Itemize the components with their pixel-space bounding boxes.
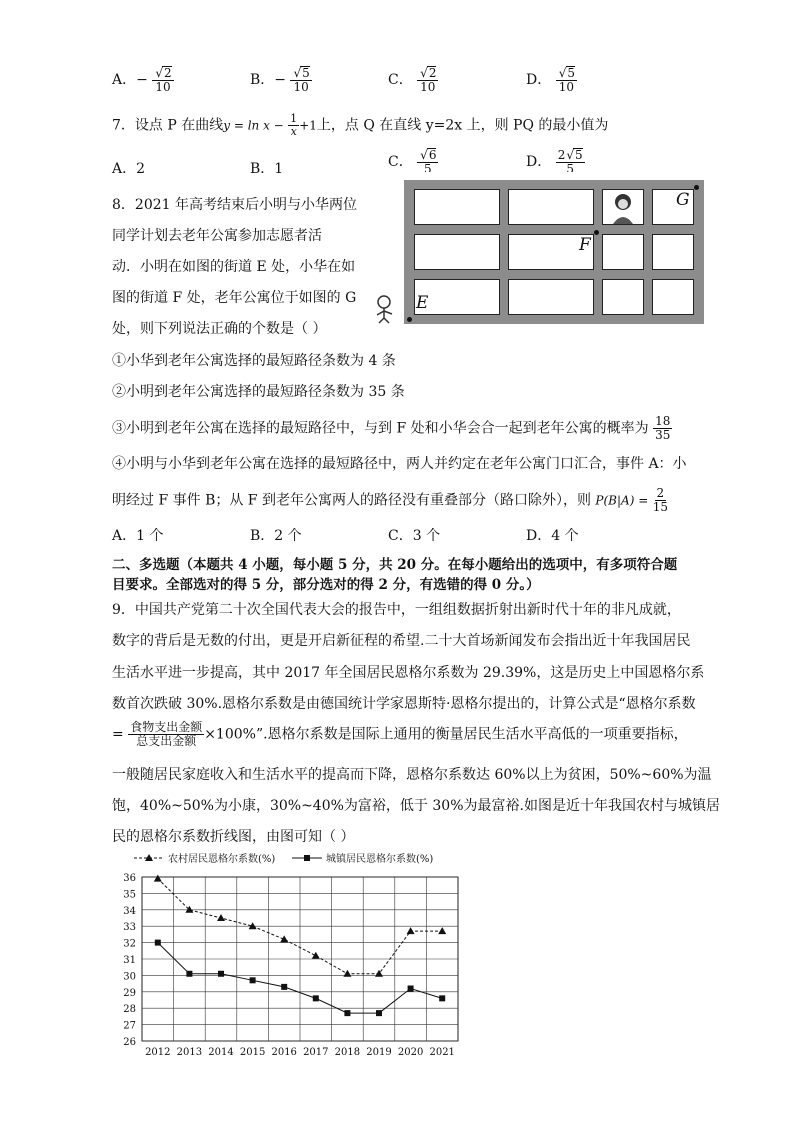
urban-data-point (439, 995, 445, 1001)
label-f: F (579, 235, 591, 255)
probability-expression: P(B|A) = (595, 493, 649, 508)
option-label: D． (526, 72, 552, 88)
rural-data-point (154, 875, 162, 882)
y-tick-label: 36 (123, 873, 136, 884)
q8-option-d: D．4 个 (526, 528, 579, 544)
urban-data-point (344, 1010, 350, 1016)
q7-stem-part2: 上，点 Q 在直线 y=2x 上，则 PQ 的最小值为 (316, 117, 609, 134)
q7-option-b: B．1 (250, 161, 284, 177)
q8-statement-3 (112, 415, 672, 442)
urban-data-point (376, 1010, 382, 1016)
urban-data-point (186, 971, 192, 977)
sqrt-value: √ 2 (162, 66, 171, 80)
rural-data-point (343, 970, 351, 977)
sign: − (136, 72, 148, 88)
block (508, 279, 594, 315)
y-tick-label: 33 (123, 922, 136, 934)
denominator: 10 (558, 80, 574, 94)
q8-statement-4-line1: ④小明与小华到老年公寓在选择的最短路径中，两人并约定在老年公寓门口汇合，事件 A：小 (112, 456, 687, 472)
rural-data-point (280, 935, 288, 942)
y-tick-label: 27 (123, 1020, 136, 1032)
urban-data-point (155, 940, 161, 946)
block (602, 234, 644, 270)
block (414, 189, 500, 225)
y-tick-label: 31 (123, 955, 136, 966)
q7-stem-part1: 7．设点 P 在曲线 (112, 117, 224, 134)
urban-data-point (218, 971, 224, 977)
y-tick-label: 29 (123, 987, 136, 999)
numerator: 2 (656, 486, 665, 500)
denominator: 10 (420, 80, 436, 94)
curve-expression: y = ln x − (223, 118, 284, 133)
q8-line4: 图的街道 F 处，老年公寓位于如图的 G (112, 290, 357, 306)
q8-line3: 动．小明在如图的街道 E 处，小华在如 (112, 259, 356, 275)
urban-data-point (281, 984, 287, 990)
denominator: 5 (566, 162, 574, 172)
curve-fraction (288, 113, 299, 138)
y-tick-label: 30 (123, 971, 136, 983)
y-tick-label: 32 (123, 938, 136, 950)
q6-option-c (388, 66, 438, 94)
q6-option-a (112, 66, 174, 94)
denominator: 10 (155, 80, 171, 94)
rural-data-point (438, 927, 446, 934)
q7-option-c (388, 148, 438, 172)
x-tick-label: 2015 (239, 1047, 266, 1058)
point-f-marker (594, 230, 599, 235)
q9-line1: 9．中国共产党第二十次全国代表大会的报告中，一组组数据折射出新时代十年的非凡成就， (112, 602, 681, 618)
block (652, 234, 694, 270)
numerator: 18 (655, 414, 671, 428)
q9-formula-line (112, 721, 688, 748)
x-tick-label: 2013 (176, 1047, 203, 1058)
rural-data-point (312, 952, 320, 959)
x-tick-label: 2021 (429, 1047, 455, 1058)
sqrt-value: √ 5 (300, 66, 309, 80)
q7-option-a: A．2 (112, 161, 146, 177)
denominator: 10 (293, 80, 309, 94)
section2-heading-line2: 目要求。全部选对的得 5 分，部分选对的得 2 分，有选错的得 0 分。） (112, 577, 540, 593)
rural-data-point (217, 914, 225, 921)
student-icon (372, 294, 402, 324)
rural-data-point (407, 927, 415, 934)
x-tick-label: 2012 (145, 1047, 171, 1058)
q8-statement-1: ①小华到老年公寓选择的最短路径条数为 4 条 (112, 353, 396, 369)
q6-option-d (526, 66, 577, 94)
urban-data-point (313, 995, 319, 1001)
q8-line2: 同学计划去老年公寓参加志愿者活 (112, 228, 322, 244)
q8-line1: 8．2021 年高考结束后小明与小华两位 (112, 197, 357, 213)
q8-option-a: A．1 个 (112, 528, 164, 544)
x-tick-label: 2014 (208, 1047, 234, 1058)
legend-urban-marker (304, 855, 310, 861)
sqrt-value: √ 2 (427, 66, 436, 80)
q9-line4: 数首次跌破 30%.恩格尔系数是由德国统计学家恩斯特·恩格尔提出的，计算公式是“恩格尔系数 (112, 696, 696, 712)
denominator: 35 (655, 428, 671, 442)
y-tick-label: 26 (123, 1037, 136, 1048)
y-tick-label: 35 (123, 889, 136, 901)
fraction (653, 487, 668, 514)
y-tick-label: 28 (123, 1004, 136, 1016)
block-with-character (602, 189, 644, 225)
block (602, 279, 644, 315)
q9-line3: 生活水平进一步提高，其中 2017 年全国居民恩格尔系数为 29.39%，这是历史上中国恩格尔系 (112, 665, 705, 681)
q8-line5: 处，则下列说法正确的个数是（ ） (112, 321, 327, 337)
q8-option-c: C．3 个 (388, 528, 441, 544)
q8-option-b: B．2 个 (250, 528, 302, 544)
q8-statement-2: ②小明到老年公寓选择的最短路径条数为 35 条 (112, 384, 405, 400)
point-g-marker (694, 185, 699, 190)
fraction (152, 66, 173, 94)
urban-data-point (408, 986, 414, 992)
engel-coefficient-chart (100, 848, 470, 1060)
option-label: B． (250, 72, 275, 88)
denominator: 15 (652, 500, 668, 514)
q9-line7: 饱，40%~50%为小康，30%~40%为富裕，低于 30%为最富裕.如图是近十年我国农村与城镇居 (112, 798, 720, 814)
denominator: x (290, 125, 297, 138)
denominator: 5 (424, 162, 432, 172)
q9-line6: 一般随居民家庭收入和生活水平的提高而下降，恩格尔系数达 60%以上为贫困，50%~60%为温 (112, 767, 712, 783)
fraction (556, 66, 577, 94)
option-label: C． (388, 72, 413, 88)
q7-stem (112, 113, 608, 138)
option-label: A． (112, 72, 137, 88)
x-tick-label: 2016 (271, 1047, 297, 1058)
point-e-marker (407, 317, 412, 322)
option-label: C． (388, 154, 413, 170)
sign: − (274, 72, 287, 88)
engel-formula-fraction (128, 721, 204, 748)
denominator: 总支出金额 (136, 734, 197, 748)
q9-line8: 民的恩格尔系数折线图，由图可知（ ） (112, 829, 355, 845)
q7-option-d (526, 148, 585, 172)
x-tick-label: 2018 (334, 1047, 361, 1058)
option-label: D． (526, 154, 552, 170)
fraction (556, 148, 585, 172)
elderly-person-icon (603, 190, 643, 224)
q9-line2: 数字的背后是无数的付出，更是开启新征程的希望.二十大首场新闻发布会指出近十年我国居民 (112, 633, 691, 649)
q6-option-b (250, 66, 312, 94)
statement-text: 明经过 F 事件 B；从 F 到老年公寓两人的路径没有重叠部分（路口除外），则 (112, 492, 591, 509)
sqrt-value: √ 5 (573, 148, 582, 162)
numerator: 食物支出金额 (130, 720, 203, 734)
block (508, 189, 594, 225)
x-tick-label: 2019 (366, 1047, 392, 1058)
label-e: E (416, 293, 429, 313)
fraction (653, 415, 672, 442)
sqrt-value: √ 5 (566, 66, 575, 80)
legend-rural-label: 农村居民恩格尔系数(%) (168, 854, 276, 865)
block (414, 234, 500, 270)
x-tick-label: 2020 (397, 1047, 424, 1058)
q8-statement-4-line2 (112, 487, 668, 514)
numerator: 1 (290, 112, 298, 125)
formula-tail: ×100%”.恩格尔系数是国际上通用的衡量居民生活水平高低的一项重要指标， (204, 726, 688, 743)
fraction (290, 66, 311, 94)
equals-sign: = (112, 726, 124, 743)
street-map-figure (404, 180, 704, 324)
label-g: G (676, 190, 690, 210)
urban-data-point (250, 977, 256, 983)
legend-urban-label: 城镇居民恩格尔系数(%) (326, 854, 434, 865)
block (652, 279, 694, 315)
curve-tail: +1 (299, 118, 317, 133)
coefficient: 2 (557, 148, 566, 162)
section2-heading-line1: 二、多选题（本题共 4 小题，每小题 5 分，共 20 分。在每小题给出的选项中，有多项符合题 (112, 557, 678, 573)
fraction (417, 66, 438, 94)
y-tick-label: 34 (123, 905, 136, 917)
fraction (417, 148, 438, 172)
x-tick-label: 2017 (303, 1047, 329, 1058)
statement-text: ③小明到老年公寓在选择的最短路径中，与到 F 处和小华会合一起到老年公寓的概率为 (112, 420, 649, 437)
sqrt-value: √ 6 (427, 148, 436, 162)
